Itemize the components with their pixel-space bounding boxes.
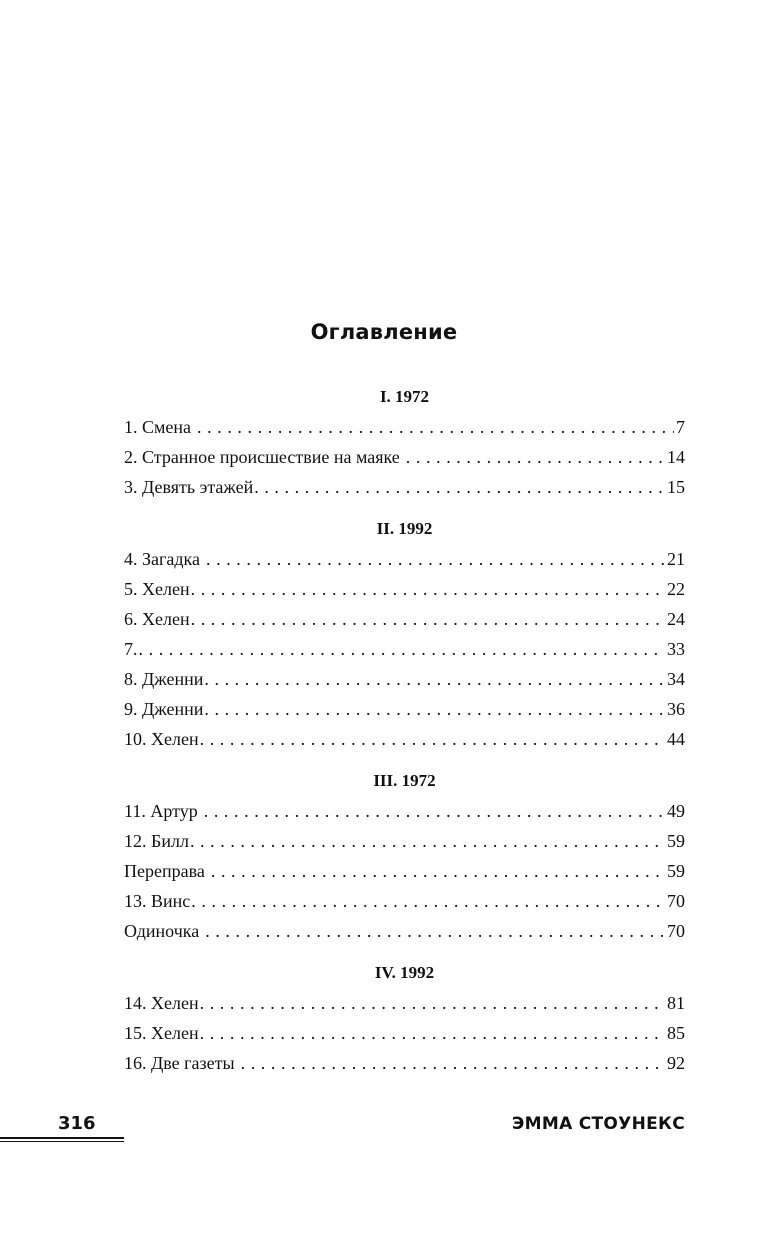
entry-title: 9. Дженни: [124, 699, 204, 719]
entry-page: 15: [667, 477, 685, 497]
entry-title: 5. Хелен: [124, 579, 190, 599]
entry-page: 81: [667, 993, 685, 1013]
toc-entry[interactable]: [124, 992, 685, 1022]
entry-title: Одиночка: [124, 921, 200, 941]
toc-entry[interactable]: [124, 800, 685, 830]
entry-page: 44: [667, 729, 685, 749]
toc-entry[interactable]: [124, 446, 685, 476]
toc-entry[interactable]: [124, 548, 685, 578]
entry-page: 7: [676, 417, 685, 437]
dot-leader: [204, 668, 665, 690]
toc-entry[interactable]: [124, 890, 685, 920]
part-heading: III. 1972: [373, 771, 436, 790]
toc-entry[interactable]: [124, 920, 685, 950]
toc-entry[interactable]: [124, 476, 685, 506]
dot-leader: [204, 698, 665, 720]
dot-leader: [254, 476, 665, 498]
part-heading: II. 1992: [376, 519, 433, 538]
dot-leader: [211, 860, 665, 882]
footer-rule-thin: [0, 1141, 124, 1142]
entry-page: 33: [667, 639, 685, 659]
entry-title: 3. Девять этажей: [124, 477, 254, 497]
part-heading: I. 1972: [379, 387, 430, 406]
entry-page: 59: [667, 831, 685, 851]
toc-entry[interactable]: [124, 1022, 685, 1052]
toc-entry[interactable]: [124, 1052, 685, 1082]
toc-entry[interactable]: [124, 608, 685, 638]
entry-title: Переправа: [124, 861, 205, 881]
entry-page: 21: [667, 549, 685, 569]
dot-leader: [200, 1022, 665, 1044]
entry-page: 36: [667, 699, 685, 719]
dot-leader: [191, 578, 665, 600]
toc-entry[interactable]: [124, 638, 685, 668]
entry-page: 22: [667, 579, 685, 599]
entry-title: 8. Дженни: [124, 669, 204, 689]
entry-page: 14: [667, 447, 685, 467]
toc-entry[interactable]: [124, 860, 685, 890]
dot-leader: [206, 548, 665, 570]
dot-leader: [205, 920, 665, 942]
entry-page: 92: [667, 1053, 685, 1073]
entry-page: 85: [667, 1023, 685, 1043]
toc-entry[interactable]: [124, 668, 685, 698]
toc-entry[interactable]: [124, 416, 685, 446]
table-of-contents: [124, 386, 685, 1082]
toc-entry[interactable]: [124, 698, 685, 728]
entry-page: 34: [667, 669, 685, 689]
entry-page: 70: [667, 891, 685, 911]
entry-page: 59: [667, 861, 685, 881]
dot-leader: [241, 1052, 665, 1074]
dot-leader: [200, 992, 665, 1014]
toc-entry[interactable]: [124, 830, 685, 860]
entry-title: 15. Хелен: [124, 1023, 199, 1043]
entry-page: 24: [667, 609, 685, 629]
dot-leader: [190, 830, 665, 852]
dot-leader: [139, 638, 666, 660]
entry-title: 10. Хелен: [124, 729, 199, 749]
toc-title: Оглавление: [310, 320, 458, 344]
running-head-author: ЭММА СТОУНЕКС: [511, 1114, 685, 1134]
entry-title: 2. Странное происшествие на маяке: [124, 447, 400, 467]
part-heading: IV. 1992: [374, 963, 435, 982]
entry-title: 16. Две газеты: [124, 1053, 235, 1073]
entry-title: 14. Хелен: [124, 993, 199, 1013]
entry-title: 7.: [124, 639, 138, 659]
entry-page: 70: [667, 921, 685, 941]
page-number: 316: [58, 1113, 96, 1134]
dot-leader: [197, 416, 674, 438]
entry-title: 13. Винс: [124, 891, 191, 911]
entry-title: 4. Загадка: [124, 549, 200, 569]
dot-leader: [204, 800, 665, 822]
toc-entry[interactable]: [124, 728, 685, 758]
footer-rule: [0, 1137, 124, 1139]
dot-leader: [191, 608, 665, 630]
dot-leader: [191, 890, 665, 912]
entry-title: 1. Смена: [124, 417, 192, 437]
entry-page: 49: [667, 801, 685, 821]
dot-leader: [406, 446, 665, 468]
entry-title: 12. Билл: [124, 831, 189, 851]
dot-leader: [200, 728, 665, 750]
entry-title: 6. Хелен: [124, 609, 190, 629]
toc-entry[interactable]: [124, 578, 685, 608]
page-footer: [0, 1113, 768, 1153]
entry-title: 11. Артур: [124, 801, 198, 821]
